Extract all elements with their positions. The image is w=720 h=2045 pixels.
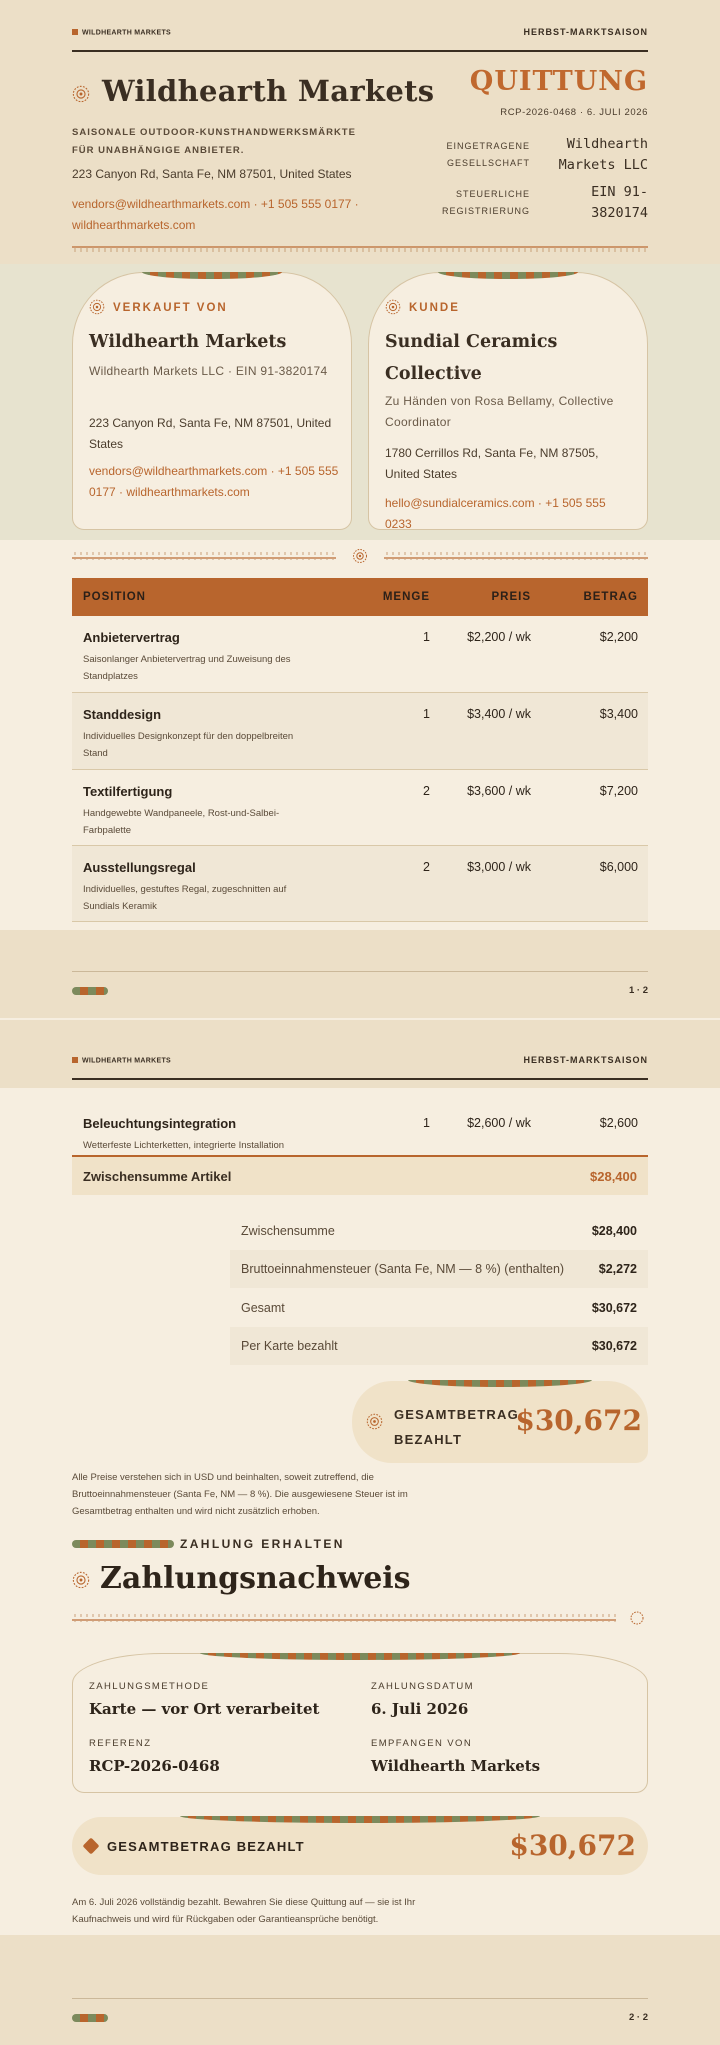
stripe-accent xyxy=(438,272,578,279)
section-divider xyxy=(72,1610,648,1626)
totals-row: Gesamt $30,672 xyxy=(241,1301,637,1315)
stripe-accent xyxy=(142,272,282,279)
date-value: 6. Juli 2026 xyxy=(371,1700,469,1718)
items-table xyxy=(72,578,648,922)
page-footer-band xyxy=(0,930,720,1018)
row-qty: 2 xyxy=(423,860,430,874)
stripe-accent xyxy=(200,1653,520,1660)
subtotal-row xyxy=(72,1155,648,1195)
buyer-attention: Zu Händen von Rosa Bellamy, Collective Coordinator xyxy=(385,394,614,429)
grand-total-label: GESAMTBETRAG BEZAHLT xyxy=(394,1407,519,1447)
row-price: $2,200 / wk xyxy=(467,630,531,644)
header-amount: BETRAG xyxy=(583,591,638,603)
stripe-accent xyxy=(72,1540,174,1548)
stripe-accent xyxy=(72,2014,108,2022)
subtotal-label: Zwischensumme Artikel xyxy=(83,1169,232,1184)
seller-contact-link[interactable]: vendors@wildhearthmarkets.com · +1 505 555 0177 · wildhearthmarkets.com xyxy=(89,464,339,499)
totals-block xyxy=(230,1212,648,1368)
row-amount: $2,600 xyxy=(599,1116,638,1130)
table-row xyxy=(72,846,648,922)
row-qty: 2 xyxy=(423,784,430,798)
row-description: Individuelles Designkonzept für den doppelbreiten Stand xyxy=(83,731,294,759)
sun-logo-icon xyxy=(72,85,90,103)
row-description: Saisonlanger Anbietervertrag und Zuweisung des Standplatzes xyxy=(83,654,291,682)
received-value: Wildhearth Markets xyxy=(371,1757,541,1775)
total-paid-label: GESAMTBETRAG BEZAHLT xyxy=(107,1839,305,1854)
row-qty: 1 xyxy=(423,1116,430,1130)
running-header-brand: WILDHEARTH MARKETS xyxy=(72,1057,171,1065)
table-header xyxy=(72,578,648,616)
scallop-divider xyxy=(72,245,648,253)
reference-label: REFERENZ xyxy=(89,1738,152,1749)
seller-label: VERKAUFT VON xyxy=(89,299,228,315)
payment-received-tag: ZAHLUNG ERHALTEN xyxy=(72,1537,345,1551)
running-header-season: HERBST-MARKTSAISON xyxy=(523,1055,648,1065)
diamond-icon xyxy=(83,1838,100,1855)
issuer-address: 223 Canyon Rd, Santa Fe, NM 87501, United States xyxy=(72,167,352,181)
stripe-accent xyxy=(180,1816,540,1823)
receipt-page-1 xyxy=(0,0,720,1020)
table-row xyxy=(72,693,648,770)
row-price: $2,600 / wk xyxy=(467,1116,531,1130)
buyer-address: 1780 Cerrillos Rd, Santa Fe, NM 87505, United States xyxy=(385,446,599,481)
subtotal-value: $28,400 xyxy=(590,1169,637,1184)
issuer-name: Wildhearth Markets xyxy=(102,74,435,108)
running-header xyxy=(72,1020,648,1080)
row-price: $3,600 / wk xyxy=(467,784,531,798)
sun-icon xyxy=(89,299,105,315)
receipt-title: QUITTUNG xyxy=(469,66,648,97)
totals-row: Zwischensumme $28,400 xyxy=(241,1224,637,1238)
date-label: ZAHLUNGSDATUM xyxy=(371,1681,474,1692)
section-divider xyxy=(72,548,648,564)
row-description: Wetterfeste Lichterketten, integrierte Installation xyxy=(83,1140,285,1151)
row-title: Ausstellungsregal xyxy=(83,860,196,875)
row-amount: $2,200 xyxy=(599,630,638,644)
totals-row: Per Karte bezahlt $30,672 xyxy=(230,1327,648,1365)
row-price: $3,000 / wk xyxy=(467,860,531,874)
running-header xyxy=(72,22,648,52)
table-row xyxy=(72,770,648,846)
buyer-contact-link[interactable]: hello@sundialceramics.com · +1 505 555 0233 xyxy=(385,496,606,531)
receipt-meta: RCP-2026-0468 · 6. JULI 2026 xyxy=(500,107,648,118)
seller-registration: Wildhearth Markets LLC · EIN 91-3820174 xyxy=(89,364,328,378)
header-price: PREIS xyxy=(491,591,531,603)
issuer-contact-link[interactable]: vendors@wildhearthmarkets.com · +1 505 555 0177 · wildhearthmarkets.com xyxy=(72,197,359,232)
header-qty: MENGE xyxy=(382,591,430,603)
payment-proof-title: Zahlungsnachweis xyxy=(100,1561,411,1596)
row-qty: 1 xyxy=(423,630,430,644)
tax-label: STEUERLICHE REGISTRIERUNG xyxy=(441,189,530,216)
buyer-card xyxy=(368,272,648,530)
method-value: Karte — vor Ort verarbeitet xyxy=(89,1700,320,1718)
running-header-season: HERBST-MARKTSAISON xyxy=(523,27,648,37)
row-price: $3,400 / wk xyxy=(467,707,531,721)
header-item: POSITION xyxy=(83,591,146,603)
method-label: ZAHLUNGSMETHODE xyxy=(89,1681,210,1692)
row-title: Beleuchtungsintegration xyxy=(83,1116,237,1131)
tax-value: EIN 91-3820174 xyxy=(591,184,648,221)
total-paid-bar xyxy=(72,1817,648,1875)
company-value: Wildhearth Markets LLC xyxy=(558,136,648,173)
grand-total-value: $30,672 xyxy=(515,1404,642,1437)
row-description: Handgewebte Wandpaneele, Rost-und-Salbei-Farbpalette xyxy=(83,808,280,836)
table-row xyxy=(72,616,648,693)
row-qty: 1 xyxy=(423,707,430,721)
row-title: Standdesign xyxy=(83,707,162,722)
footer-rule xyxy=(72,971,648,972)
sun-icon xyxy=(366,1413,383,1430)
reference-value: RCP-2026-0468 xyxy=(89,1757,220,1775)
running-header-brand: WILDHEARTH MARKETS xyxy=(72,29,171,37)
grand-total-card xyxy=(352,1381,648,1463)
totals-row: Bruttoeinnahmensteuer (Santa Fe, NM — 8 %) (enthalten) $2,272 xyxy=(230,1250,648,1288)
stripe-accent xyxy=(408,1380,592,1387)
payment-footer-note: Am 6. Juli 2026 vollständig bezahlt. Bewahren Sie diese Quittung auf — sie ist Ihr Kaufnachweis und wird für Rückgaben oder Garantieansprüche benötigt. xyxy=(72,1897,416,1925)
page-footer-band xyxy=(0,1935,720,2045)
received-label: EMPFANGEN VON xyxy=(371,1738,473,1749)
row-amount: $3,400 xyxy=(599,707,638,721)
seller-name: Wildhearth Markets xyxy=(89,332,287,352)
row-amount: $7,200 xyxy=(599,784,638,798)
seller-address: 223 Canyon Rd, Santa Fe, NM 87501, United States xyxy=(89,416,332,451)
total-paid-value: $30,672 xyxy=(509,1829,636,1862)
payment-details-card xyxy=(72,1653,648,1793)
row-description: Individuelles, gestuftes Regal, zugeschnitten auf Sundials Keramik xyxy=(83,884,287,912)
receipt-page-2 xyxy=(0,1020,720,2045)
row-title: Anbietervertrag xyxy=(83,630,180,645)
sun-icon xyxy=(72,1571,90,1589)
issuer-tagline: SAISONALE OUTDOOR-KUNSTHANDWERKSMÄRKTE FÜR UNABHÄNGIGE ANBIETER. xyxy=(72,127,356,156)
buyer-name: Sundial Ceramics Collective xyxy=(385,332,558,384)
tax-note: Alle Preise verstehen sich in USD und beinhalten, soweit zutreffend, die Bruttoeinnahmensteuer (Santa Fe, NM — 8 %). Die ausgewiesene Steuer ist im Gesamtbetrag enthalten und wird nicht zusätzlich erhoben. xyxy=(72,1472,408,1517)
seller-card xyxy=(72,272,352,530)
stripe-accent xyxy=(72,987,108,995)
row-title: Textilfertigung xyxy=(83,784,173,799)
page-number: 2 · 2 xyxy=(628,2012,648,2023)
footer-rule xyxy=(72,1998,648,1999)
page-number: 1 · 2 xyxy=(628,985,648,996)
company-label: EINGETRAGENE GESELLSCHAFT xyxy=(446,141,530,168)
buyer-label: KUNDE xyxy=(385,299,460,315)
sun-icon xyxy=(385,299,401,315)
row-amount: $6,000 xyxy=(599,860,638,874)
